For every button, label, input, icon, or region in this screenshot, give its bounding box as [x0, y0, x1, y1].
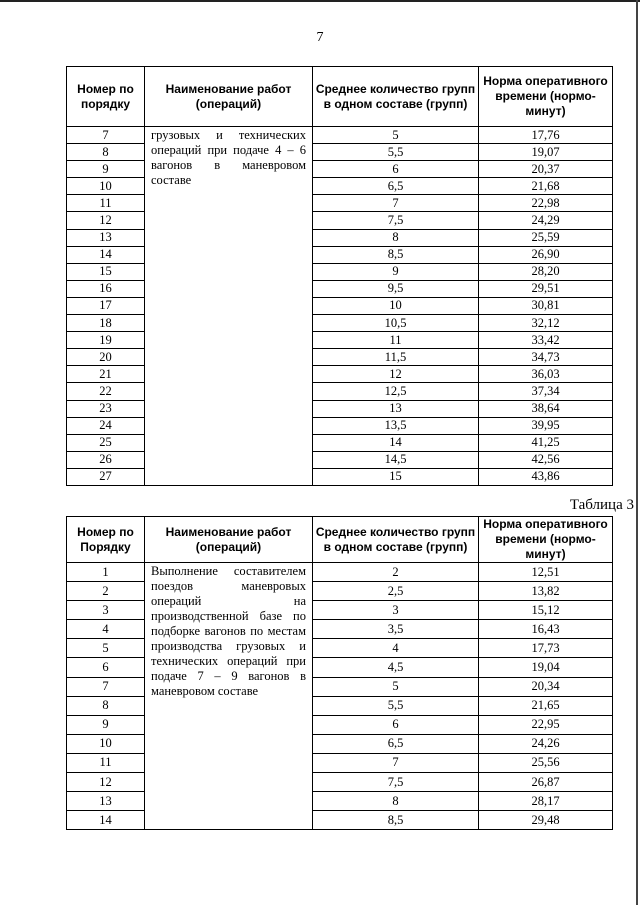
time-norm-cell: 28,20: [479, 263, 613, 280]
time-norm-cell: 29,51: [479, 280, 613, 297]
time-norm-cell: 33,42: [479, 332, 613, 349]
time-norm-cell: 16,43: [479, 620, 613, 639]
row-number-cell: 8: [67, 144, 145, 161]
row-number-cell: 9: [67, 161, 145, 178]
avg-groups-cell: 9: [313, 263, 479, 280]
table-caption: Таблица 3: [569, 497, 634, 513]
avg-groups-cell: 8: [313, 229, 479, 246]
header-time-norm: Норма оперативного времени (нормо-минут): [479, 67, 613, 127]
avg-groups-cell: 3,5: [313, 620, 479, 639]
time-norm-cell: 25,56: [479, 753, 613, 772]
time-norm-cell: 42,56: [479, 451, 613, 468]
row-number-cell: 1: [67, 563, 145, 582]
time-norm-cell: 32,12: [479, 315, 613, 332]
avg-groups-cell: 10,5: [313, 315, 479, 332]
avg-groups-cell: 7: [313, 195, 479, 212]
time-norm-cell: 22,95: [479, 715, 613, 734]
avg-groups-cell: 5,5: [313, 144, 479, 161]
header-number: Номер по порядку: [67, 67, 145, 127]
time-norm-cell: 21,68: [479, 178, 613, 195]
time-norm-cell: 15,12: [479, 601, 613, 620]
row-number-cell: 15: [67, 263, 145, 280]
time-norm-cell: 29,48: [479, 811, 613, 830]
header-avg-groups: Среднее количество групп в одном составе (групп): [313, 517, 479, 563]
header-number: Номер по Порядку: [67, 517, 145, 563]
time-norm-cell: 38,64: [479, 400, 613, 417]
page-number: 7: [316, 30, 324, 45]
time-norm-cell: 17,76: [479, 127, 613, 144]
row-number-cell: 3: [67, 601, 145, 620]
time-norm-cell: 24,29: [479, 212, 613, 229]
row-number-cell: 9: [67, 715, 145, 734]
row-number-cell: 25: [67, 434, 145, 451]
time-norm-cell: 20,34: [479, 677, 613, 696]
avg-groups-cell: 5: [313, 127, 479, 144]
row-number-cell: 10: [67, 734, 145, 753]
avg-groups-cell: 11,5: [313, 349, 479, 366]
avg-groups-cell: 6,5: [313, 734, 479, 753]
table-header-row: [67, 67, 613, 127]
row-number-cell: 8: [67, 696, 145, 715]
row-number-cell: 13: [67, 229, 145, 246]
avg-groups-cell: 7,5: [313, 212, 479, 229]
top-border-line: [0, 0, 640, 2]
avg-groups-cell: 7,5: [313, 773, 479, 792]
time-norm-cell: 25,59: [479, 229, 613, 246]
avg-groups-cell: 6,5: [313, 178, 479, 195]
time-norm-cell: 36,03: [479, 366, 613, 383]
table-body: [67, 563, 613, 830]
row-number-cell: 10: [67, 178, 145, 195]
row-number-cell: 21: [67, 366, 145, 383]
row-number-cell: 17: [67, 297, 145, 314]
avg-groups-cell: 13: [313, 400, 479, 417]
row-number-cell: 16: [67, 280, 145, 297]
avg-groups-cell: 10: [313, 297, 479, 314]
header-time-norm: Норма оперативного времени (нормо-минут): [479, 517, 613, 563]
time-norm-cell: 20,37: [479, 161, 613, 178]
work-description-cell: грузовых и технических операций при подаче 4 – 6 вагонов в маневровом составе: [145, 127, 313, 486]
row-number-cell: 19: [67, 332, 145, 349]
row-number-cell: 7: [67, 677, 145, 696]
avg-groups-cell: 15: [313, 468, 479, 485]
row-number-cell: 2: [67, 582, 145, 601]
avg-groups-cell: 5,5: [313, 696, 479, 715]
time-norm-cell: 21,65: [479, 696, 613, 715]
row-number-cell: 13: [67, 792, 145, 811]
norms-table-2: [66, 516, 613, 830]
time-norm-cell: 12,51: [479, 563, 613, 582]
row-number-cell: 26: [67, 451, 145, 468]
avg-groups-cell: 12: [313, 366, 479, 383]
table-row: [67, 563, 613, 582]
avg-groups-cell: 2: [313, 563, 479, 582]
avg-groups-cell: 3: [313, 601, 479, 620]
work-description-cell: Выполнение составителем поездов маневровых операций на производственной базе по подборке вагонов по местам производства грузовых и технических операций при подаче 7 – 9 вагонов в маневровом составе: [145, 563, 313, 830]
row-number-cell: 20: [67, 349, 145, 366]
avg-groups-cell: 12,5: [313, 383, 479, 400]
row-number-cell: 11: [67, 753, 145, 772]
header-work-name: Наименование работ (операций): [145, 517, 313, 563]
time-norm-cell: 39,95: [479, 417, 613, 434]
header-work-name: Наименование работ (операций): [145, 67, 313, 127]
time-norm-cell: 37,34: [479, 383, 613, 400]
avg-groups-cell: 8,5: [313, 246, 479, 263]
row-number-cell: 12: [67, 212, 145, 229]
time-norm-cell: 26,87: [479, 773, 613, 792]
header-avg-groups: Среднее количество групп в одном составе (групп): [313, 67, 479, 127]
avg-groups-cell: 6: [313, 715, 479, 734]
row-number-cell: 6: [67, 658, 145, 677]
row-number-cell: 14: [67, 811, 145, 830]
avg-groups-cell: 14: [313, 434, 479, 451]
row-number-cell: 12: [67, 773, 145, 792]
avg-groups-cell: 4: [313, 639, 479, 658]
table-row: [67, 127, 613, 144]
time-norm-cell: 13,82: [479, 582, 613, 601]
row-number-cell: 5: [67, 639, 145, 658]
row-number-cell: 23: [67, 400, 145, 417]
time-norm-cell: 26,90: [479, 246, 613, 263]
time-norm-cell: 34,73: [479, 349, 613, 366]
row-number-cell: 18: [67, 315, 145, 332]
time-norm-cell: 22,98: [479, 195, 613, 212]
avg-groups-cell: 6: [313, 161, 479, 178]
time-norm-cell: 28,17: [479, 792, 613, 811]
row-number-cell: 27: [67, 468, 145, 485]
table-header-row: [67, 517, 613, 563]
row-number-cell: 11: [67, 195, 145, 212]
time-norm-cell: 30,81: [479, 297, 613, 314]
time-norm-cell: 24,26: [479, 734, 613, 753]
time-norm-cell: 19,04: [479, 658, 613, 677]
avg-groups-cell: 8,5: [313, 811, 479, 830]
avg-groups-cell: 13,5: [313, 417, 479, 434]
avg-groups-cell: 7: [313, 753, 479, 772]
table-body: [67, 127, 613, 486]
avg-groups-cell: 2,5: [313, 582, 479, 601]
time-norm-cell: 43,86: [479, 468, 613, 485]
avg-groups-cell: 5: [313, 677, 479, 696]
right-border-line: [636, 0, 638, 905]
time-norm-cell: 41,25: [479, 434, 613, 451]
row-number-cell: 4: [67, 620, 145, 639]
row-number-cell: 24: [67, 417, 145, 434]
norms-table-1: [66, 66, 613, 486]
time-norm-cell: 19,07: [479, 144, 613, 161]
avg-groups-cell: 8: [313, 792, 479, 811]
avg-groups-cell: 14,5: [313, 451, 479, 468]
avg-groups-cell: 9,5: [313, 280, 479, 297]
row-number-cell: 22: [67, 383, 145, 400]
avg-groups-cell: 11: [313, 332, 479, 349]
avg-groups-cell: 4,5: [313, 658, 479, 677]
time-norm-cell: 17,73: [479, 639, 613, 658]
row-number-cell: 14: [67, 246, 145, 263]
row-number-cell: 7: [67, 127, 145, 144]
